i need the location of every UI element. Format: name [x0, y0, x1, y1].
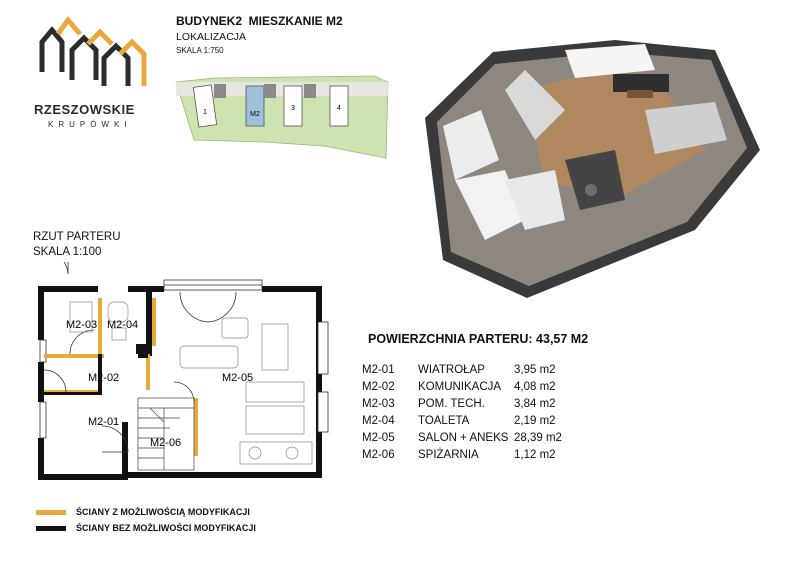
plan-title: RZUT PARTERU — [33, 231, 121, 243]
area-name: TOALETA — [418, 415, 470, 427]
logo-name: RZESZOWSKIE — [34, 102, 135, 117]
room-label-m2-03: M2-03 — [66, 319, 98, 331]
site-unit-label: M2 — [250, 111, 260, 118]
site-unit-label: 1 — [203, 109, 207, 116]
room-label-m2-05: M2-05 — [222, 372, 254, 384]
area-row — [362, 396, 574, 413]
area-name: WIATROŁAP — [418, 364, 485, 376]
legend — [36, 504, 256, 536]
area-summary-title: POWIERZCHNIA PARTERU: 43,57 M2 — [368, 332, 589, 346]
logo-houses-icon — [28, 14, 148, 94]
room-label-m2-01: M2-01 — [88, 416, 120, 428]
area-row — [362, 413, 574, 430]
area-code: M2-04 — [362, 415, 395, 427]
site-plan — [174, 60, 390, 160]
area-row — [362, 430, 574, 447]
apartment-3d-render — [415, 30, 760, 300]
location-scale: SKALA 1:750 — [176, 46, 224, 55]
area-name: KOMUNIKACJA — [418, 381, 502, 393]
legend-item-modifiable — [36, 504, 256, 520]
highlighted-unit — [246, 86, 264, 126]
legend-swatch-gold — [36, 510, 66, 515]
area-area: 4,08 m2 — [514, 381, 556, 393]
area-code: M2-05 — [362, 432, 395, 444]
area-area: 3,95 m2 — [514, 364, 556, 376]
area-name: SPIŻARNIA — [418, 449, 479, 461]
area-area: 28,39 m2 — [514, 432, 562, 444]
area-area: 1,12 m2 — [514, 449, 556, 461]
area-name: SALON + ANEKS — [418, 432, 509, 444]
area-code: M2-02 — [362, 381, 395, 393]
area-area: 2,19 m2 — [514, 415, 556, 427]
area-name: POM. TECH. — [418, 398, 485, 410]
location-label: LOKALIZACJA — [176, 31, 247, 43]
area-row — [362, 362, 574, 379]
area-row — [362, 447, 574, 464]
legend-swatch-black — [36, 526, 66, 531]
room-label-m2-04: M2-04 — [107, 319, 139, 331]
site-unit-label: 3 — [291, 105, 295, 112]
legend-item-fixed — [36, 520, 256, 536]
legend-label: ŚCIANY BEZ MOŻLIWOŚCI MODYFIKACJI — [76, 523, 256, 533]
area-code: M2-03 — [362, 398, 395, 410]
logo-subname: KRUPÓWKI — [48, 120, 132, 129]
area-table — [362, 362, 574, 464]
area-code: M2-06 — [362, 449, 395, 461]
room-label-m2-06: M2-06 — [150, 437, 182, 449]
area-code: M2-01 — [362, 364, 395, 376]
floor-plan — [30, 262, 330, 502]
logo — [28, 14, 148, 134]
legend-label: ŚCIANY Z MOŻLIWOŚCIĄ MODYFIKACJI — [76, 507, 250, 517]
building-title: BUDYNEK2 MIESZKANIE M2 — [176, 14, 343, 28]
area-row — [362, 379, 574, 396]
room-label-m2-02: M2-02 — [88, 372, 120, 384]
area-area: 3,84 m2 — [514, 398, 556, 410]
site-unit-label: 4 — [337, 105, 341, 112]
plan-scale: SKALA 1:100 — [33, 246, 102, 258]
